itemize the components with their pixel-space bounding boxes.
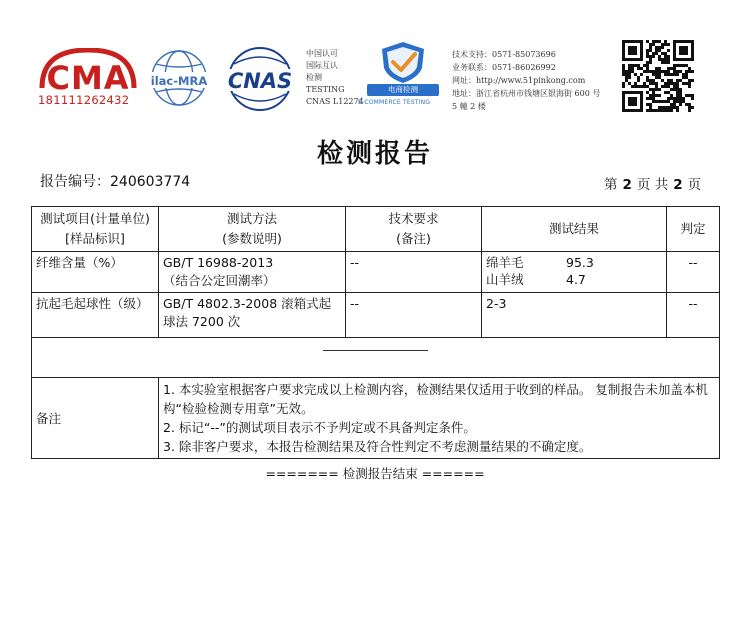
note-item: 3. 除非客户要求，本报告检测结果及符合性判定不考虑测量结果的不确定度。 [163,439,592,454]
report-title: 检测报告 [316,139,433,169]
cnas-info-line: CNAS L12274 [306,97,364,106]
cma-number: 181111262432 [38,93,130,107]
cell-result [482,293,667,338]
notes-row [32,378,720,459]
header-judgement: 判定 [667,207,720,252]
header-requirement [346,207,482,252]
page-current: 2 [622,177,632,193]
cell-judgement-text: -- [688,255,698,270]
cell-result [482,252,667,293]
contact-info [452,48,600,113]
cnas-info-line: TESTING [306,85,345,94]
page-prefix: 第 [604,177,618,193]
header-method-line: 测试方法 [226,211,277,226]
cell-judgement [667,293,720,338]
cell-requirement-text: -- [350,296,360,311]
ecommerce-shield-icon [378,40,428,84]
header-method-line: (参数说明) [222,231,282,246]
cnas-info [306,48,364,108]
ilac-logo-text: ilac-MRA [150,74,208,88]
header-requirement-line: (备注) [396,231,431,246]
cnas-logo [218,46,302,112]
contact-tech-support: 技术支持：0571-85073696 [452,50,556,59]
cell-method-line: GB/T 4802.3-2008 滚箱式起 [163,296,332,311]
header-item-line: 测试项目(计量单位) [40,211,150,226]
cnas-info-line: 国际互认 [306,61,338,70]
cell-item [32,293,159,338]
contact-address: 地址：浙江省杭州市钱塘区银海街 600 号 [452,89,601,98]
cell-method [159,252,346,293]
table-row [32,293,720,338]
contact-address-line2: 5 幢 2 楼 [452,102,486,111]
blank-cell [32,338,720,378]
cell-item-text: 纤维含量（%） [36,255,123,270]
report-end-line: ======= 检测报告结束 ====== [265,466,485,481]
blank-divider [323,350,428,351]
page-mid: 页 共 [636,177,669,193]
cell-result-text: 2-3 [486,296,507,311]
contact-business: 业务联系：0571-86026992 [452,63,556,72]
ecommerce-badge: 电商检测 [367,84,439,96]
result-fiber-value: 95.3 [566,255,594,270]
cma-logo [36,48,140,94]
cell-item [32,252,159,293]
cell-method-line: 球法 7200 次 [163,314,241,329]
cell-method [159,293,346,338]
cell-item-text: 抗起毛起球性（级） [36,296,149,311]
cell-method-line: （结合公定回潮率） [163,273,276,288]
result-line [486,254,662,271]
notes-label: 备注 [32,378,159,459]
cnas-info-line: 中国认可 [306,49,338,58]
header-item [32,207,159,252]
ecommerce-sub: E-COMMERCE TESTING [358,99,431,106]
header-requirement-line: 技术要求 [388,211,439,226]
cell-requirement-text: -- [350,255,360,270]
result-fiber-name: 绵羊毛 [486,255,524,270]
cell-requirement [346,293,482,338]
svg-text:CMA: CMA [46,59,130,94]
table-row-blank [32,338,720,378]
cnas-logo-text: CNAS [227,69,293,93]
result-line [486,271,662,288]
contact-website: 网址：http://www.51pinkong.com [452,76,586,85]
report-number: 报告编号：240603774 [40,174,191,190]
header-result: 测试结果 [482,207,667,252]
cnas-info-line: 检测 [306,73,322,82]
header-item-line: [样品标识] [65,231,125,246]
cell-judgement [667,252,720,293]
cell-judgement-text: -- [688,296,698,311]
note-item: 2. 标记“--”的测试项目表示不予判定或不具备判定条件。 [163,420,476,435]
ilac-mra-logo [146,48,212,112]
result-fiber-value: 4.7 [566,272,586,287]
table-header-row [32,207,720,252]
note-item: 1. 本实验室根据客户要求完成以上检测内容，检测结果仅适用于收到的样品。 复制报告未加盖本机构“检验检测专用章”无效。 [163,382,708,416]
report-table [31,206,720,459]
header-method [159,207,346,252]
qr-code-icon [622,40,694,112]
table-row [32,252,720,293]
page-total: 2 [673,177,683,193]
cell-requirement [346,252,482,293]
result-fiber-name: 山羊绒 [486,272,524,287]
cell-method-line: GB/T 16988-2013 [163,255,274,270]
page-suffix: 页 [687,177,702,193]
page-indicator [604,173,701,193]
notes-content [159,378,720,459]
